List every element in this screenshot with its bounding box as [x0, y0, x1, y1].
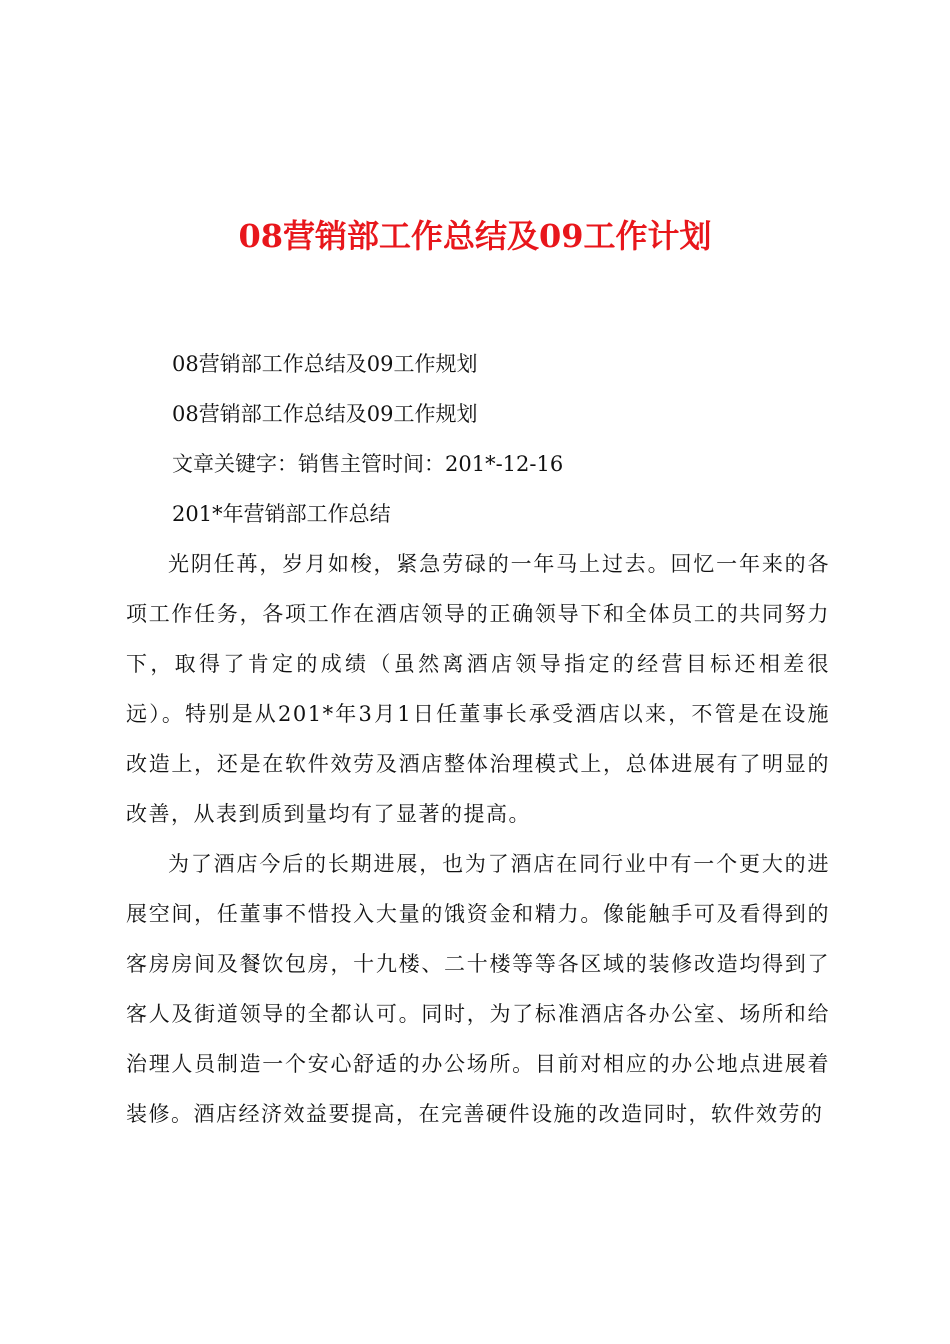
body-paragraph-2: 为了酒店今后的长期进展，也为了酒店在同行业中有一个更大的进展空间，任董事不惜投入大量的饿资金和精力。像能触手可及看得到的客房房间及餐饮包房，十九楼、二十楼等等各区域的装修改造均得到了客人及街道领导的全都认可。同时，为了标准酒店各办公室、场所和给治理人员制造一个安心舒适的办公场所。目前对相应的办公地点进展着装修。酒店经济效益要提高，在完善硬件设施的改造同时，软件效劳的	[126, 852, 830, 1126]
body-paragraph-1: 光阴任苒，岁月如梭，紧急劳碌的一年马上过去。回忆一年来的各项工作任务，各项工作在酒店领导的正确领导下和全体员工的共同努力下，取得了肯定的成绩（虽然离酒店领导指定的经营目标还相差很远）。特别是从201*年3月1日任董事长承受酒店以来，不管是在设施改造上，还是在软件效劳及酒店整体治理模式上，总体进展有了明显的改善，从表到质到量均有了显著的提高。	[126, 552, 830, 826]
subtitle-line: 08营销部工作总结及09工作规划	[172, 352, 478, 376]
subtitle-line-repeat: 08营销部工作总结及09工作规划	[172, 402, 478, 426]
keywords-date-line: 文章关键字：销售主管时间：201*-12-16	[172, 452, 564, 476]
section-heading: 201*年营销部工作总结	[172, 502, 391, 526]
document-title: 08营销部工作总结及09工作计划	[238, 217, 712, 255]
